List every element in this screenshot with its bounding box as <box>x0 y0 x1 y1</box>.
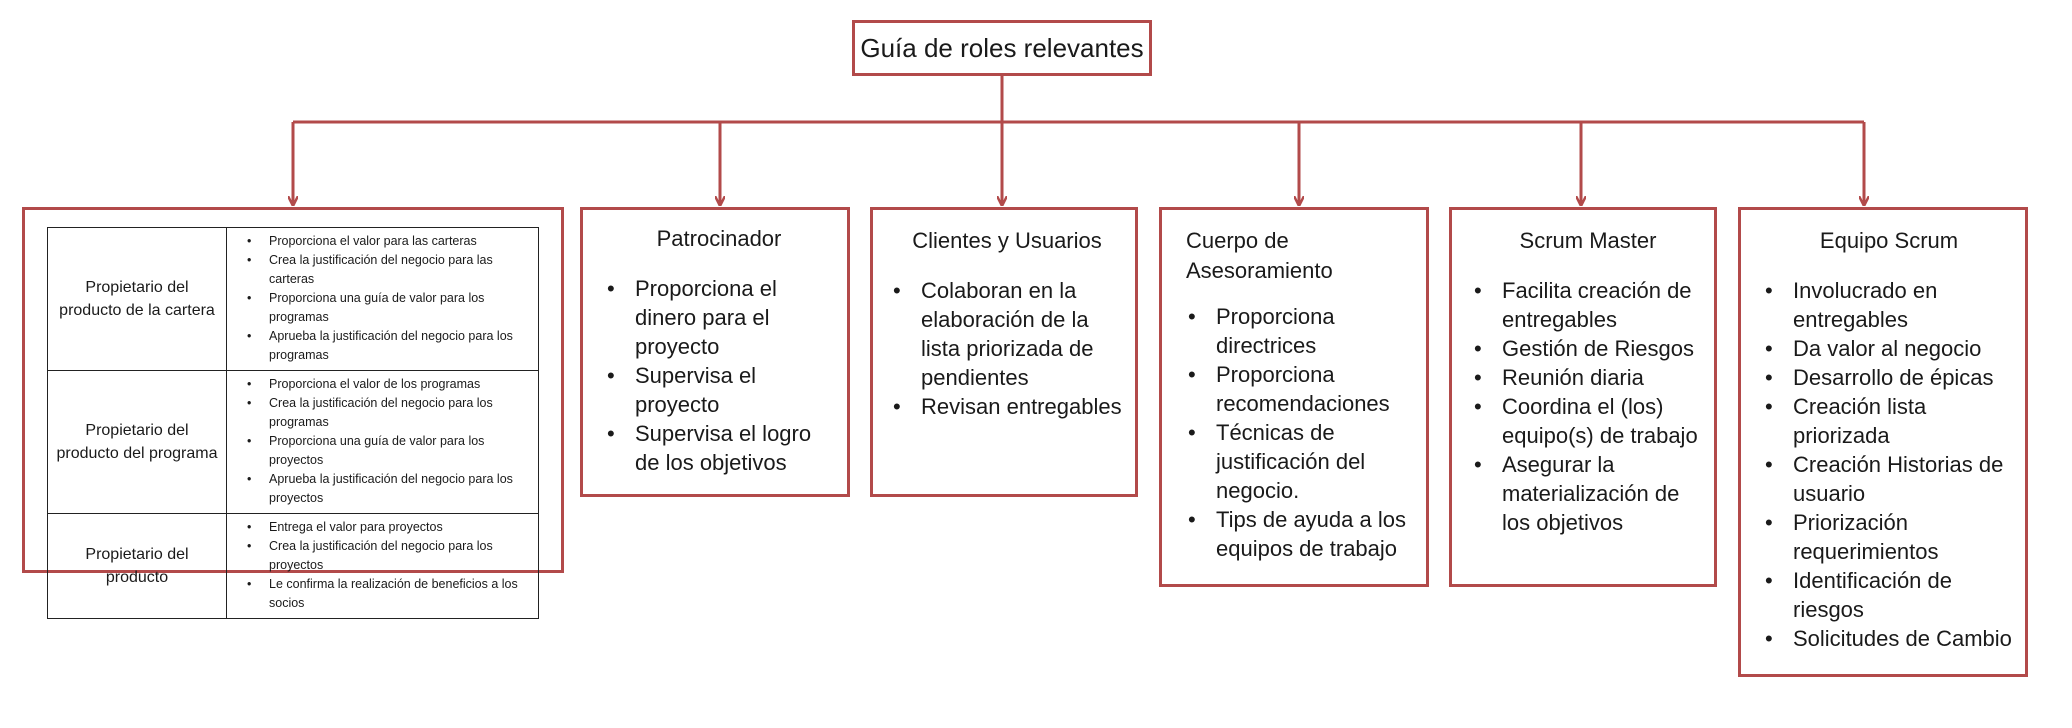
product-owners-table <box>47 227 539 619</box>
role-list <box>1472 276 1704 537</box>
product-owners-box <box>22 207 564 610</box>
list-item: • Aprueba la justificación del negocio para los programas <box>239 327 530 365</box>
role-title: Patrocinador <box>656 226 782 251</box>
role-list <box>1186 302 1414 563</box>
list-item: • Proporciona el valor de los programas <box>239 375 530 394</box>
list-item: • Entrega el valor para proyectos <box>239 518 530 537</box>
list-item: • Crea la justificación del negocio para las carteras <box>239 251 530 289</box>
role-box-equipo-scrum <box>1738 207 2028 677</box>
list-item: • Revisan entregables <box>891 392 1123 421</box>
list-item: • Desarrollo de épicas <box>1763 363 2015 392</box>
root-title: Guía de roles relevantes <box>860 32 1144 63</box>
role-title: Equipo Scrum <box>1819 228 1959 253</box>
list-item: • Crea la justificación del negocio para los proyectos <box>239 537 530 575</box>
list-item: • Asegurar la materialización de los objetivos <box>1472 450 1704 537</box>
owner-duties-cell <box>227 514 539 619</box>
role-title: Clientes y Usuarios <box>912 228 1102 253</box>
list-item: • Coordina el (los) equipo(s) de trabajo <box>1472 392 1704 450</box>
role-list <box>605 274 833 477</box>
list-item: • Técnicas de justificación del negocio. <box>1186 418 1414 505</box>
role-box-patrocinador <box>580 207 850 497</box>
list-item: • Reunión diaria <box>1472 363 1704 392</box>
role-title: Cuerpo de Asesoramiento <box>1186 228 1333 283</box>
owner-role-name: Propietario del producto del programa <box>48 371 227 514</box>
list-item: • Proporciona una guía de valor para los proyectos <box>239 432 530 470</box>
owner-duties-cell <box>227 371 539 514</box>
list-item: • Colaboran en la elaboración de la lista priorizada de pendientes <box>891 276 1123 392</box>
list-item: • Tips de ayuda a los equipos de trabajo <box>1186 505 1414 563</box>
role-list <box>1763 276 2015 653</box>
list-item: • Identificación de riesgos <box>1763 566 2015 624</box>
list-item: • Supervisa el proyecto <box>605 361 833 419</box>
list-item: • Proporciona el valor para las carteras <box>239 232 530 251</box>
role-box-cuerpo-asesoramiento <box>1159 207 1429 587</box>
list-item: • Proporciona una guía de valor para los programas <box>239 289 530 327</box>
owner-duties-cell <box>227 228 539 371</box>
root-box <box>852 20 1152 76</box>
list-item: • Solicitudes de Cambio <box>1763 624 2015 653</box>
list-item: • Involucrado en entregables <box>1763 276 2015 334</box>
list-item: • Gestión de Riesgos <box>1472 334 1704 363</box>
table-row <box>48 228 539 371</box>
table-row <box>48 514 539 619</box>
owner-role-name: Propietario del producto <box>48 514 227 619</box>
list-item: • Creación lista priorizada <box>1763 392 2015 450</box>
table-row <box>48 371 539 514</box>
list-item: • Crea la justificación del negocio para los programas <box>239 394 530 432</box>
list-item: • Proporciona directrices <box>1186 302 1414 360</box>
list-item: • Aprueba la justificación del negocio para los proyectos <box>239 470 530 508</box>
list-item: • Creación Historias de usuario <box>1763 450 2015 508</box>
role-list <box>891 276 1123 421</box>
list-item: • Proporciona el dinero para el proyecto <box>605 274 833 361</box>
list-item: • Da valor al negocio <box>1763 334 2015 363</box>
list-item: • Priorización requerimientos <box>1763 508 2015 566</box>
list-item: • Proporciona recomendaciones <box>1186 360 1414 418</box>
list-item: • Facilita creación de entregables <box>1472 276 1704 334</box>
role-box-clientes-usuarios <box>870 207 1138 497</box>
list-item: • Supervisa el logro de los objetivos <box>605 419 833 477</box>
role-box-scrum-master <box>1449 207 1717 587</box>
list-item: • Le confirma la realización de beneficios a los socios <box>239 575 530 613</box>
owner-role-name: Propietario del producto de la cartera <box>48 228 227 371</box>
role-title: Scrum Master <box>1519 228 1657 253</box>
